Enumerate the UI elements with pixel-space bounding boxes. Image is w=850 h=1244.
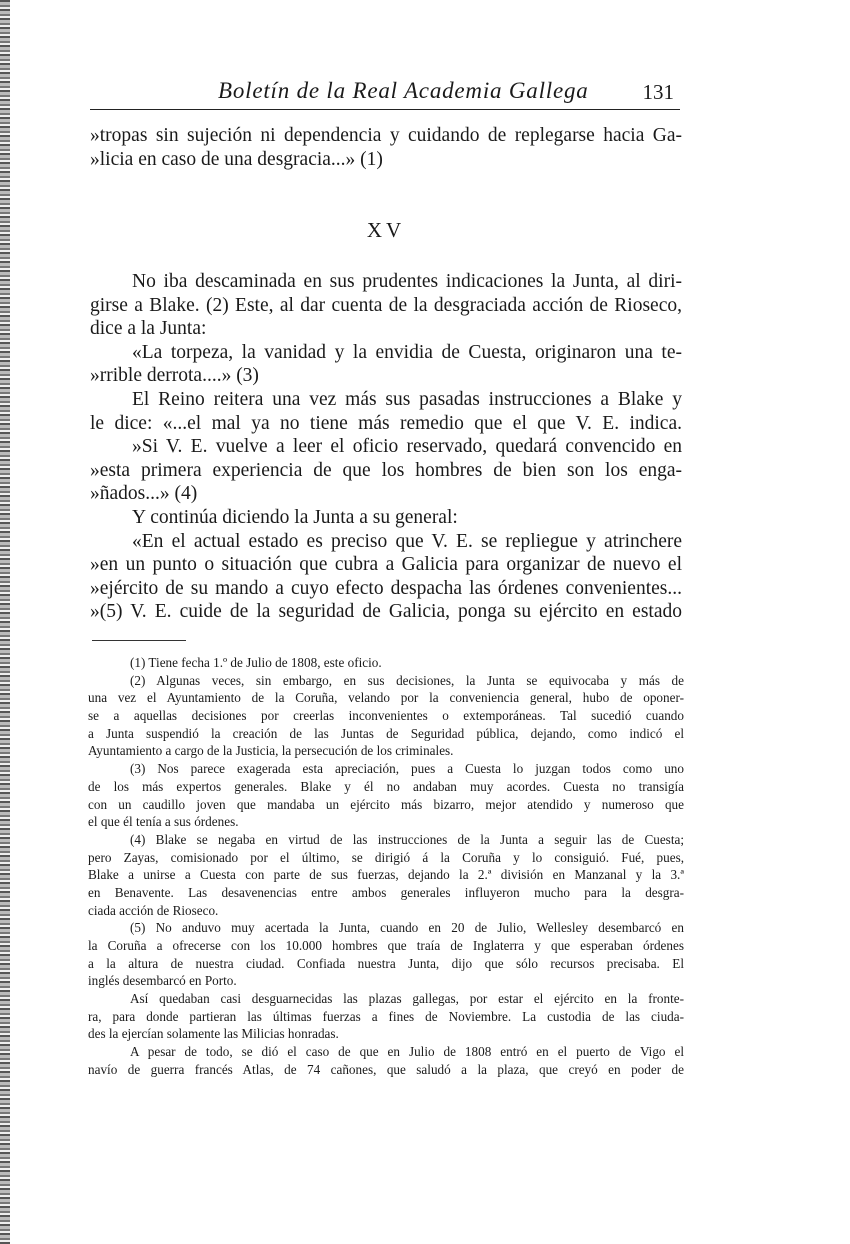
text-line: »ejército de su mando a cuyo efecto despacha las órdenes convenientes... [90, 577, 682, 599]
footnote-line: A pesar de todo, se dió el caso de que en Julio de 1808 entró en el puerto de Vigo el [130, 1044, 684, 1060]
text-line: «En el actual estado es preciso que V. E. se repliegue y atrinchere [132, 530, 682, 552]
text-line: Y continúa diciendo la Junta a su general: [132, 506, 458, 528]
footnotes [88, 654, 684, 1079]
text-line: »(5) V. E. cuide de la seguridad de Galicia, ponga su ejército en estado [90, 601, 682, 623]
footnote-line: a Junta suspendió la creación de las Juntas de Seguridad pública, dejando, como indicó el [88, 725, 684, 741]
footnote-line: en Benavente. Las desavenencias entre ambos generales influyeron mucho para la desgra- [88, 884, 684, 900]
opening-paragraph [90, 124, 682, 171]
text-line: »esta primera experiencia de que los hombres de bien son los enga- [90, 459, 682, 481]
footnote-line: Ayuntamiento a cargo de la Justicia, la persecución de los criminales. [88, 743, 454, 759]
footnote-line: navío de guerra francés Atlas, de 74 cañones, que saludó a la plaza, que creyó en poder de [88, 1061, 684, 1077]
footnote-line: la Coruña a ofrecerse con los 10.000 hombres que traía de Inglaterra y que esperaban órdenes [88, 938, 684, 953]
footnote-line: con un caudillo joven que mandaba un ejército más bizarro, mejor atendido y numeroso que [88, 796, 684, 812]
page-number: 131 [642, 80, 674, 104]
binding-edge [0, 0, 10, 1244]
running-title: Boletín de la Real Academia Gallega [218, 78, 589, 103]
footnote-line: se a aquellas decisiones por creerlas inconvenientes o extemporáneas. Tal sucedió cuando [88, 708, 684, 724]
footnote-line: (4) Blake se negaba en virtud de las instrucciones de la Junta a seguir las de Cuesta; [130, 831, 684, 847]
text-line: No iba descaminada en sus prudentes indicaciones la Junta, al diri- [132, 271, 682, 292]
footnote-line: (2) Algunas veces, sin embargo, en sus decisiones, la Junta se equivocaba y más de [130, 672, 684, 688]
footnote-line: (5) No anduvo muy acertada la Junta, cuando en 20 de Julio, Wellesley desembarcó en [130, 920, 684, 936]
footnote-line: (3) Nos parece exagerada esta apreciación, pues a Cuesta lo juzgan todos como uno [130, 761, 684, 777]
footnote-line: (1) Tiene fecha 1.º de Julio de 1808, este oficio. [130, 655, 382, 670]
text-line: »Si V. E. vuelve a leer el oficio reservado, quedará convencido en [132, 436, 682, 458]
text-line: »licia en caso de una desgracia...» (1) [90, 148, 383, 170]
text-line: dice a la Junta: [90, 318, 207, 340]
body-text [90, 270, 682, 624]
footnote-line: el que él tenía a sus órdenes. [88, 814, 239, 830]
text-line: El Reino reitera una vez más sus pasadas instrucciones a Blake y [132, 388, 682, 410]
footnote-line: pero Zayas, comisionado por el último, se dirigió á la Coruña y lo consiguió. Fué, pues, [88, 849, 684, 865]
footnote-line: una vez el Ayuntamiento de la Coruña, velando por la conveniencia general, hubo de oponer- [88, 690, 684, 706]
footnote-line: ra, para donde partieran las últimas fuerzas a fines de Noviembre. La custodia de las ciuda- [88, 1008, 684, 1024]
footnote-line: de los más expertos generales. Blake y él no andaban muy acordes. Cuesta no transigía [88, 778, 684, 794]
footnote-line: a la altura de nuestra ciudad. Confiada nuestra Junta, dijo que sólo recursos precisaba. El [88, 955, 684, 971]
header-rule [90, 109, 680, 111]
text-line: »ñados...» (4) [90, 483, 198, 505]
section-heading: XV [366, 218, 406, 242]
footnote-line: Blake a unirse a Cuesta con parte de sus fuerzas, dejando la 2.ª división en Manzanal y la 3.ª [88, 867, 684, 883]
footnote-line: des la ejercían solamente las Milicias honradas. [88, 1026, 339, 1042]
footnote-rule [92, 640, 186, 641]
text-line: »tropas sin sujeción ni dependencia y cuidando de replegarse hacia Ga- [90, 125, 682, 146]
text-line: »rrible derrota....» (3) [90, 365, 259, 387]
footnote-line: inglés desembarcó en Porto. [88, 973, 237, 989]
text-line: girse a Blake. (2) Este, al dar cuenta de la desgraciada acción de Rioseco, [90, 294, 682, 316]
footnote-line: ciada acción de Rioseco. [88, 902, 219, 918]
page-header [90, 76, 680, 110]
text-line: «La torpeza, la vanidad y la envidia de Cuesta, originaron una te- [132, 341, 682, 363]
footnote-line: Así quedaban casi desguarnecidas las plazas gallegas, por estar el ejército en la fronte- [130, 991, 684, 1007]
text-line: »en un punto o situación que cubra a Galicia para organizar de nuevo el [90, 554, 682, 576]
text-line: le dice: «...el mal ya no tiene más remedio que el que V. E. indica. [90, 412, 682, 434]
